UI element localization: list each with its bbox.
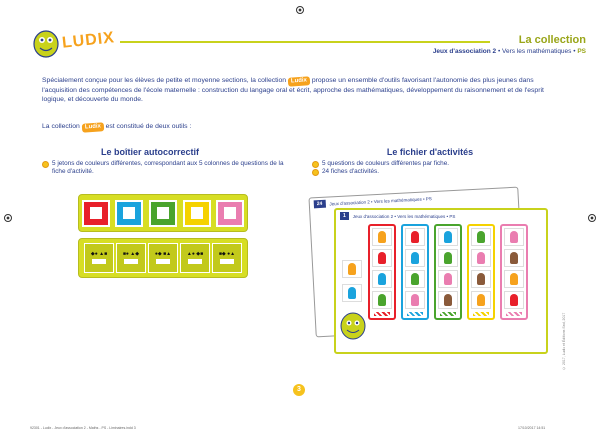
- sheet-picture: [438, 291, 458, 309]
- ludix-badge: Ludix: [288, 76, 311, 87]
- footer-left: 92301 - Ludix - Jeux d'association 2 - Maths - PS - Liminaires.indd 3: [30, 426, 136, 430]
- sheet-picture: [471, 291, 491, 309]
- zigzag-marker: [506, 312, 522, 316]
- intro-text-2: propose un ensemble d'outils favorisant l'autonomie des plus jeunes dans l'acquisition des compétences de l'école maternelle : construction du langage oral et écrit, approche des mathématiques, développement du raisonnement et de l'esprit logique, et découverte du monde.: [42, 77, 544, 103]
- boitier-tokens-tray: [78, 194, 248, 232]
- sheet-picture: [504, 249, 524, 267]
- answer-cell: [84, 243, 114, 273]
- answer-cell: [148, 243, 178, 273]
- subtitle-level: PS: [577, 48, 586, 55]
- sheet-back-number: 24: [314, 200, 326, 209]
- token-slot-red: [82, 200, 110, 227]
- header-divider: [120, 41, 490, 43]
- intro-text-1: Spécialement conçue pour les élèves de petite et moyenne sections, la collection: [42, 77, 287, 84]
- sheet-column: [368, 224, 396, 320]
- boitier-answer-tray: [78, 238, 248, 278]
- constitution-text-2: est constitué de deux outils :: [105, 123, 192, 130]
- boitier-bullets: [42, 160, 292, 176]
- fichier-bullet-text-2: 24 fiches d'activités.: [322, 168, 379, 175]
- cell-shapes: ■◆ ●▲: [218, 251, 236, 257]
- ludix-badge-2: Ludix: [81, 122, 104, 133]
- constitution-text-1: La collection: [42, 123, 80, 130]
- subtitle-sep-1: •: [497, 48, 501, 55]
- sheet-picture: [342, 284, 362, 302]
- sheet-picture: [405, 270, 425, 288]
- zigzag-marker: [473, 312, 489, 316]
- registration-mark-right: [588, 214, 596, 222]
- token-slot-green: [149, 200, 177, 227]
- sheet-picture: [471, 249, 491, 267]
- sheet-columns: [368, 224, 528, 320]
- mascot-icon: [338, 310, 368, 349]
- token-slot-pink: [216, 200, 244, 227]
- token-slot-blue: [115, 200, 143, 227]
- sun-bullet-icon: [42, 161, 49, 168]
- sheet-picture: [438, 228, 458, 246]
- registration-mark-top: [296, 6, 304, 14]
- sheet-picture: [471, 270, 491, 288]
- sheet-column: [467, 224, 495, 320]
- subtitle-series: Jeux d'association 2: [432, 48, 497, 55]
- registration-mark-left: [4, 214, 12, 222]
- sheet-picture: [372, 291, 392, 309]
- sheet-column: [401, 224, 429, 320]
- sheet-column: [500, 224, 528, 320]
- sheet-picture: [405, 291, 425, 309]
- footer-right: 17/10/2017 14:51: [518, 426, 546, 430]
- sheet-back-label: Jeux d'association 2 • Vers les mathématiques • PS: [329, 195, 432, 207]
- subtitle-topic: Vers les mathématiques: [502, 48, 572, 55]
- sheet-picture: [471, 228, 491, 246]
- intro-paragraph: [42, 76, 562, 104]
- sun-bullet-icon: [312, 169, 319, 176]
- boitier-bullet-1: [42, 160, 292, 176]
- zigzag-marker: [440, 312, 456, 316]
- page-number: 3: [293, 384, 305, 396]
- sheet-left-pictures: [342, 260, 362, 302]
- cell-shapes: ▲● ◆■: [186, 251, 204, 257]
- sheet-front-label: Jeux d'association 2 • Vers les mathématiques • PS: [352, 213, 456, 219]
- boitier-bullet-text: 5 jetons de couleurs différentes, correspondant aux 5 colonnes de questions de la fiche d'activité.: [52, 160, 284, 175]
- subtitle-sep-2: •: [573, 48, 576, 55]
- token-slot-yellow: [183, 200, 211, 227]
- sun-bullet-icon: [312, 161, 319, 168]
- sheet-picture: [372, 249, 392, 267]
- sheet-picture: [504, 291, 524, 309]
- constitution-line: [42, 122, 342, 132]
- sheet-picture: [372, 228, 392, 246]
- sheet-picture: [405, 228, 425, 246]
- copyright-vertical: © 2017, Ludix et Éditions Sed, 2017: [562, 312, 566, 370]
- fichier-title: Le fichier d'activités: [386, 147, 474, 157]
- logo: [32, 26, 118, 60]
- page-subtitle: [433, 48, 586, 55]
- cell-shapes: ◆● ▲■: [90, 251, 108, 257]
- zigzag-marker: [374, 312, 390, 316]
- cell-shapes: ■● ▲◆: [122, 251, 140, 257]
- boitier-title: Le boîtier autocorrectif: [100, 147, 199, 157]
- sheet-column: [434, 224, 462, 320]
- answer-cell: [212, 243, 242, 273]
- fichier-bullets: [312, 160, 562, 176]
- answer-cell: [116, 243, 146, 273]
- answer-cell: [180, 243, 210, 273]
- fichier-bullet-text-1: 5 questions de couleurs différentes par fiche.: [322, 160, 450, 167]
- sheet-picture: [438, 249, 458, 267]
- activity-sheet-front: [334, 208, 548, 354]
- sheet-picture: [342, 260, 362, 278]
- cell-shapes: ●◆ ■▲: [154, 251, 172, 257]
- sheet-picture: [438, 270, 458, 288]
- sheet-front-number: 1: [340, 212, 349, 220]
- logo-text: LUDIX: [61, 29, 116, 52]
- page-title: La collection: [518, 34, 586, 46]
- sheet-front-header: [336, 210, 546, 222]
- sheet-picture: [372, 270, 392, 288]
- fichier-bullet-2: [312, 168, 562, 176]
- sheet-picture: [504, 270, 524, 288]
- sheet-picture: [405, 249, 425, 267]
- fichier-bullet-1: [312, 160, 562, 168]
- zigzag-marker: [407, 312, 423, 316]
- sheet-picture: [504, 228, 524, 246]
